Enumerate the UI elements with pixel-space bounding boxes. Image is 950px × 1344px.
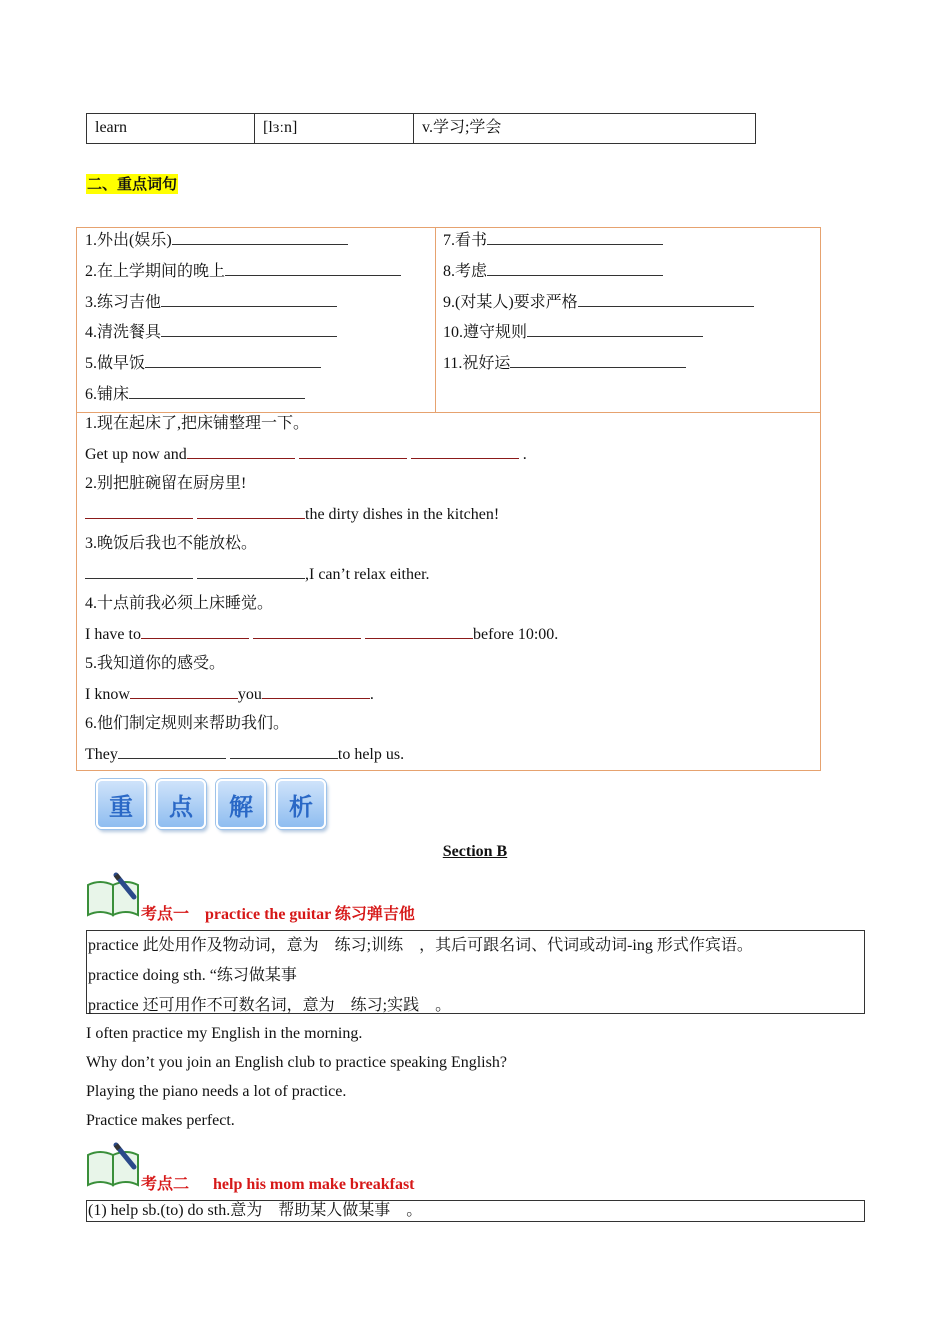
answer-blank[interactable] — [187, 444, 295, 459]
example-sentence: I often practice my English in the morning. — [86, 1025, 363, 1042]
answer-blank[interactable] — [225, 261, 401, 276]
answer-blank[interactable] — [85, 504, 193, 519]
answer-blank[interactable] — [527, 322, 703, 337]
sentence-cn: 1.现在起床了,把床铺整理一下。 — [85, 415, 310, 432]
badge-char: 点 — [156, 779, 206, 829]
badge-char: 重 — [96, 779, 146, 829]
example-sentence: Playing the piano needs a lot of practice. — [86, 1083, 347, 1100]
phrase-item: 1.外出(娱乐) — [85, 230, 348, 251]
answer-blank[interactable] — [230, 744, 338, 759]
vocab-word: learn — [87, 114, 255, 143]
answer-blank[interactable] — [487, 261, 663, 276]
answer-blank[interactable] — [118, 744, 226, 759]
answer-blank[interactable] — [262, 684, 370, 699]
answer-blank[interactable] — [141, 624, 249, 639]
sentence-cn: 4.十点前我必须上床睡觉。 — [85, 595, 274, 612]
phrases-right-column — [435, 228, 820, 412]
sentence-cn: 3.晚饭后我也不能放松。 — [85, 535, 258, 552]
badge-char: 解 — [216, 779, 266, 829]
answer-blank[interactable] — [299, 444, 407, 459]
answer-blank[interactable] — [161, 322, 337, 337]
box-divider — [77, 412, 820, 413]
answer-blank[interactable] — [129, 384, 305, 399]
phrase-item: 6.铺床 — [85, 384, 305, 405]
vocab-phonetic: [lɜːn] — [255, 114, 414, 143]
sentence-en: Get up now and . — [85, 446, 527, 463]
key-phrases-box — [76, 227, 821, 771]
answer-blank[interactable] — [172, 230, 348, 245]
phrase-item: 5.做早饭 — [85, 353, 321, 374]
sentence-cn: 6.他们制定规则来帮助我们。 — [85, 715, 290, 732]
answer-blank[interactable] — [145, 353, 321, 368]
rule-line: (1) help sb.(to) do sth.意为 帮助某人做某事 。 — [88, 1202, 423, 1219]
rule-line: practice 此处用作及物动词，意为 练习;训练 ，其后可跟名词、代词或动词-ing 形式作宾语。 — [88, 937, 753, 954]
key-point-1-title: 考点一 practice the guitar 练习弹吉他 — [141, 906, 415, 923]
sentence-cn: 2.别把脏碗留在厨房里! — [85, 475, 247, 492]
answer-blank[interactable] — [411, 444, 519, 459]
answer-blank[interactable] — [130, 684, 238, 699]
answer-blank[interactable] — [510, 353, 686, 368]
example-sentence: Practice makes perfect. — [86, 1112, 235, 1129]
section-title-key-phrases: 二、重点词句 — [87, 175, 178, 193]
key-point-2-rules — [86, 1200, 865, 1222]
key-point-1-rules — [86, 930, 865, 1014]
answer-blank[interactable] — [487, 230, 663, 245]
phrase-item: 9.(对某人)要求严格 — [443, 292, 754, 313]
answer-blank[interactable] — [253, 624, 361, 639]
sentence-en: the dirty dishes in the kitchen! — [85, 504, 499, 525]
phrases-left-column — [77, 228, 436, 412]
phrase-item: 4.清洗餐具 — [85, 322, 337, 343]
answer-blank[interactable] — [85, 564, 193, 579]
sentence-en: I know you . — [85, 686, 374, 703]
phrase-item: 11.祝好运 — [443, 353, 686, 374]
sentence-en: They to help us. — [85, 746, 405, 763]
key-analysis-banner — [96, 779, 326, 829]
phrase-item: 3.练习吉他 — [85, 292, 337, 313]
phrase-item: 8.考虑 — [443, 261, 663, 282]
sentence-en: ,I can’t relax either. — [85, 564, 430, 585]
section-b-heading: Section B — [442, 843, 508, 860]
badge-char: 析 — [276, 779, 326, 829]
answer-blank[interactable] — [578, 292, 754, 307]
phrase-item: 2.在上学期间的晚上 — [85, 261, 401, 282]
sentence-cn: 5.我知道你的感受。 — [85, 655, 226, 672]
rule-line: practice doing sth. “练习做某事 — [88, 967, 297, 984]
vocab-table-row — [86, 113, 756, 144]
answer-blank[interactable] — [161, 292, 337, 307]
phrase-item: 10.遵守规则 — [443, 322, 703, 343]
key-point-2-title: 考点二 help his mom make breakfast — [141, 1176, 415, 1193]
answer-blank[interactable] — [365, 624, 473, 639]
book-pencil-icon — [86, 871, 140, 917]
phrase-item: 7.看书 — [443, 230, 663, 251]
rule-line: practice 还可用作不可数名词，意为 练习;实践 。 — [88, 997, 452, 1014]
vocab-meaning: v.学习;学会 — [422, 119, 502, 136]
book-pencil-icon — [86, 1141, 140, 1187]
example-sentence: Why don’t you join an English club to practice speaking English? — [86, 1054, 507, 1071]
sentence-en: I have to before 10:00. — [85, 626, 559, 643]
answer-blank[interactable] — [197, 504, 305, 519]
answer-blank[interactable] — [197, 564, 305, 579]
